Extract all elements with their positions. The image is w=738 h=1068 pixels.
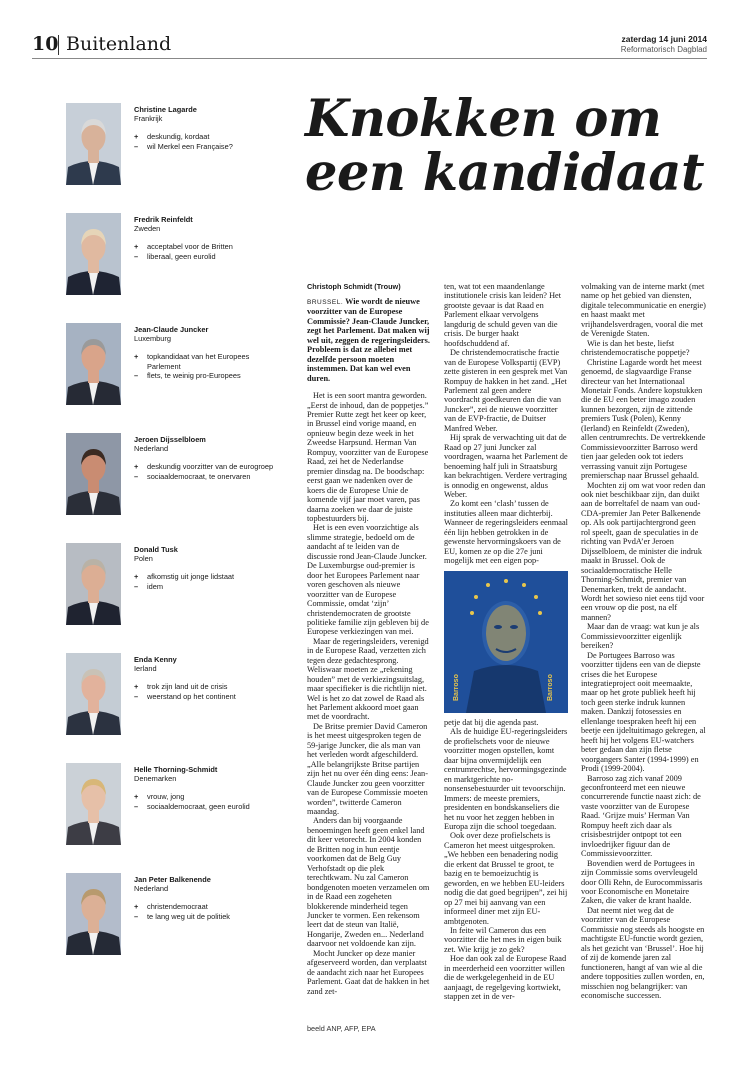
article-column-2-top [444, 282, 568, 567]
section-title: Buitenland [66, 33, 172, 55]
candidate-name: Christine Lagarde [134, 105, 197, 114]
candidate-con [134, 142, 284, 151]
issue-date: zaterdag 14 juni 2014 [621, 34, 707, 44]
candidate-card [66, 543, 266, 627]
candidate-con-text: idem [147, 581, 164, 591]
candidate-pro [134, 242, 284, 251]
candidate-con-text: flets, te weinig pro-Europees [147, 370, 241, 380]
plus-icon: + [134, 352, 139, 362]
candidate-photo [66, 543, 121, 625]
article-column-2-bottom [444, 718, 568, 1036]
article-title [305, 89, 725, 203]
candidate-card [66, 763, 266, 847]
plus-icon: + [134, 572, 139, 582]
candidate-photo [66, 873, 121, 955]
newspaper-name: Reformatorisch Dagblad [620, 45, 707, 54]
candidate-name: Fredrik Reinfeldt [134, 215, 193, 224]
candidate-country: Nederland [134, 444, 169, 454]
article-paragraph: De Britse premier David Cameron is het meest uitgesproken tegen de 59-jarige Juncker, die als man van het verleden wordt afgeschilderd. „Alle belangrijkste Britse partijen zijn het nu over één ding eens: Jean-Claude Juncker zou geen voorzitter van de Europese Commissie moeten worden”, twitterde Cameron maandag. [307, 721, 428, 817]
candidate-name: Jean-Claude Juncker [134, 325, 209, 334]
candidate-info [134, 545, 284, 591]
candidate-con [134, 582, 284, 591]
article-paragraph: Hij sprak de verwachting uit dat de Raad op 27 juni Juncker zal voordragen, waarna het Parlement de benoeming half juli in Straatsburg kan bekrachtigen. Verdere vertraging is onnodig en ongewenst, aldus Weber. [444, 433, 568, 499]
candidate-con [134, 472, 284, 481]
candidate-pro-text: deskundig, kordaat [147, 132, 210, 142]
candidate-photo [66, 213, 121, 295]
article-paragraph: Hoe dan ook zal de Europese Raad in meerderheid een voorzitter willen die de werkgelegenheid in de EU aanjaagt, de regelgeving kortwiekt, stappen zet in de ver- [444, 954, 567, 1002]
candidate-info [134, 215, 284, 261]
plus-icon: + [134, 242, 139, 252]
dateline: BRUSSEL. [307, 299, 344, 306]
candidate-photo [66, 323, 121, 405]
candidate-card [66, 323, 266, 407]
article-paragraph: Mocht Juncker op deze manier afgeserveerd worden, dan verplaatst de aandacht zich naar het Europees Parlement. Gaat dat de hakken in het zand zet- [307, 948, 430, 996]
candidate-card [66, 213, 266, 297]
candidate-country: Luxemburg [134, 334, 171, 344]
candidate-pro-text: christendemocraat [147, 902, 208, 912]
header-rule [32, 58, 707, 59]
candidate-name: Donald Tusk [134, 545, 178, 554]
byline: Christoph Schmidt (Trouw) [307, 282, 401, 291]
article-paragraph: De christendemocratische fractie van de Europese Volkspartij (EVP) zette gisteren in een gesprek met Van Rompuy de hakken in het zand. „Het Parlement zal geen andere voordracht goedkeuren dan die van Juncker”, zei de nieuwe voorzitter van de EVP-fractie, de Duitser Manfred Weber. [444, 348, 568, 433]
article-paragraph: Mochten zij om wat voor reden dan ook niet beschikbaar zijn, dan duikt aan de borreltafel de naam van oud-CDA-premier Jan Peter Balkenende op. Als ook partijachtergrond geen rol speelt, gaan de speculaties in de richting van PvdA’er Jeroen Dijsselbloem, de minister die indruk maakt in Brussel. Ook de sociaaldemocratische Helle Thorning-Schmidt, premier van Denemarken, trekt de aandacht. Wordt het sowieso niet eens tijd voor een vrouw op die post, na elf mannen? [581, 480, 706, 622]
candidate-photo [66, 763, 121, 845]
article-paragraph: ten, wat tot een maandenlange institutionele crisis kan leiden? Het grootste gevaar is dat Raad en Parlement elkaar vervolgens langdurig de schuld geven van die crisis. De burger haakt hoofdschuddend af. [444, 282, 562, 348]
article-paragraph: De Portugees Barroso was voorzitter tijdens een van de diepste crises die het Europese integratieproject ooit meemaakte, maar op het grote publiek heeft hij toch geen sterke indruk kunnen maken. Dankzij fotosessies en ellenlange toespraken heeft hij een beetje een ijdeltuitimago gekregen, al heeft hij het volgens EU-watchers beter gedaan dan zijn fletse voorgangers Santer (1994-1999) en Prodi (1999-2004). [581, 650, 706, 774]
minus-icon: – [134, 141, 139, 151]
candidate-info [134, 325, 284, 380]
candidate-info [134, 655, 284, 701]
candidate-card [66, 653, 266, 737]
article-paragraph: Maar dan de vraag: wat kun je als Commissievoorzitter eigenlijk bereiken? [581, 622, 700, 651]
title-line-2: een kandidaat [305, 143, 705, 203]
poster-text-left: Barroso [453, 674, 460, 701]
article-paragraph: Ook over deze profielschets is Cameron het meest uitgesproken. „We hebben een benadering nodig die erkent dat Brussel te groot, te bazig en te bemoeizuchtig is geworden, en we hebben EU-leiders nodig die dat goed begrijpen”, zei hij op 27 mei bij aanvang van een informeel diner met zijn EU-ambtgenoten. [444, 831, 568, 926]
candidate-card [66, 433, 274, 517]
minus-icon: – [134, 370, 139, 380]
minus-icon: – [134, 801, 139, 811]
candidate-photo [66, 653, 121, 735]
candidate-name: Jan Peter Balkenende [134, 875, 211, 884]
lead-text: Wie wordt de nieuwe voorzitter van de Europese Commissie? Jean-Claude Juncker, zegt het Parlement. Dat maken wij wel uit, zeggen de regeringsleiders. Probleem is dat ze allebei met dezelfde persoon moeten instemmen. Dat kan wel even duren. [307, 297, 430, 383]
minus-icon: – [134, 691, 139, 701]
candidate-con [134, 252, 284, 261]
poster-text-right: Barroso [547, 674, 554, 701]
article-paragraph: Christine Lagarde wordt het meest genoemd, de slagvaardige Franse directeur van het Internationaal Monetair Fonds. Andere kopstukken die de EU een beter imago zouden kunnen bezorgen, zijn de zittende premiers Tusk (Polen), Kenny (Ierland) en Reinfeldt (Zweden), allen centrumrechts. De vertrekkende Commissievoorzitter Barroso werd tien jaar geleden ook tot ieders verrassing vanuit zijn Portugese premierschap naar Brussel gehaald. [581, 357, 706, 481]
candidate-country: Polen [134, 554, 153, 564]
article-paragraph: Anders dan bij voorgaande benoemingen heeft geen enkel land dit keer vetorecht. In 2004 konden de Britten nog in hun eentje voorkomen dat de Belg Guy Verhofstadt op die plek terechtkwam. Nu zal Cameron bondgenoten moeten verzamelen om in de Raad een zogeheten blokkerende minderheid tegen Juncker te vormen. Een rekensom leert dat de steun van Italië, Hongarije, Zweden en... Nederland daarvoor net voldoende kan zijn. [307, 816, 430, 949]
candidate-country: Ierland [134, 664, 157, 674]
candidate-info [134, 435, 284, 481]
title-line-1: Knokken om [305, 89, 662, 149]
juncker-poster-photo [444, 571, 568, 713]
candidate-con-text: wil Merkel een Française? [147, 141, 233, 151]
candidate-con-text: liberaal, geen eurolid [147, 251, 216, 261]
candidate-pro [134, 792, 284, 801]
article-paragraph: Zo komt een ‘clash’ tussen de instituties alleen maar dichterbij. Wanneer de regeringsleiders eenmaal één lijn hebben getrokken in de gewenste hervormingskoers van de EU, komen ze op die 27e juni mogelijk met een eigen pop- [444, 499, 568, 566]
candidate-pro-text: topkandidaat van het Europees Parlement [147, 352, 250, 371]
plus-icon: + [134, 682, 139, 692]
candidate-con [134, 692, 284, 701]
candidate-pro [134, 902, 284, 911]
candidate-pro [134, 682, 284, 691]
candidate-con [134, 371, 284, 380]
article-paragraph: volmaking van de interne markt (met name op het gebied van diensten, digitale telecommunicatie en energie) en haast maakt met vrijhandelsverdragen, vooral die met de Verenigde Staten. [581, 282, 706, 339]
plus-icon: + [134, 462, 139, 472]
candidate-country: Frankrijk [134, 114, 163, 124]
candidate-pro-text: trok zijn land uit de crisis [147, 682, 228, 692]
article-paragraph: Het is een even voorzichtige als slimme strategie, bedoeld om de aandacht af te leiden van de discussie rond Jean-Claude Juncker. De Luxemburgse oud-premier is door het Europees Parlement naar voren geschoven als nieuwe voorzitter van de Europese Commissie, omdat ‘zijn’ christendemocraten de grootste politieke familie zijn gebleven bij de Europese verkiezingen van mei. [307, 523, 429, 637]
article-paragraph: petje dat bij die agenda past. [444, 718, 539, 727]
article-column-3 [581, 282, 707, 1038]
photo-credit: beeld ANP, AFP, EPA [307, 1024, 376, 1033]
candidate-name: Enda Kenny [134, 655, 177, 664]
candidate-con-text: sociaaldemocraat, te onervaren [147, 471, 251, 481]
article-paragraph: Als de huidige EU-regeringsleiders de profielschets voor de nieuwe voorzitter mogen opstellen, komt daar bijna onvermijdelijk een centrumrechtse, hervormingsgezinde en marktgerichte no-nonsensebestuurder uit tevoorschijn. Immers: de meeste premiers, presidenten en bondskanseliers die het nu voor het zeggen hebben in Europa zijn die school toegedaan. [444, 727, 568, 831]
candidate-country: Zweden [134, 224, 161, 234]
article-paragraph: Wie is dan het beste, liefst christendemocratische poppetje? [581, 338, 690, 358]
candidate-pro-text: vrouw, jong [147, 792, 185, 802]
candidate-pro-text: deskundig voorzitter van de eurogroep [147, 462, 274, 472]
article-paragraph: Barroso zag zich vanaf 2009 geconfronteerd met een nieuwe concurrerende functie naast zich: de vaste voorzitter van de Europese Raad. ‘Grijze muis’ Herman Van Rompuy heeft zich daar als crisisbestrijder ontpopt tot een invloedrijker figuur dan de Commissievoorzitter. [581, 773, 701, 859]
article-paragraph: Bovendien werd de Portugees in zijn Commissie soms overvleugeld door Olli Rehn, de Eurocommissaris voor Economische en Monetaire Zaken, die vaker de krant haalde. [581, 858, 703, 906]
candidate-photo [66, 433, 121, 515]
candidate-pro-text: acceptabel voor de Britten [147, 242, 233, 252]
candidate-country: Nederland [134, 884, 169, 894]
plus-icon: + [134, 792, 139, 802]
poster-shoulders [466, 665, 546, 713]
candidate-card [66, 873, 266, 957]
plus-icon: + [134, 902, 139, 912]
candidate-info [134, 875, 284, 921]
candidate-con-text: weerstand op het continent [147, 691, 236, 701]
article-paragraph: Dat neemt niet weg dat de voorzitter van de Europese Commissie nog steeds als hoogste en machtigste EU-functie wordt gezien, als het gezicht van ‘Brussel’. Hoe hij of zij de komende jaren zal functioneren, hangt af van wie al die andere topposities zullen worden, en, misschien nog belangrijker: van economische successen. [581, 905, 705, 1000]
candidate-pro-text: afkomstig uit jonge lidstaat [147, 572, 235, 582]
candidate-pro [134, 462, 284, 471]
article-paragraph: Het is een soort mantra geworden. „Eerst de inhoud, dan de poppetjes.” Premier Rutte zegt het keer op keer, in Brussel eind vorige maand, en opnieuw begin deze week in het Zweedse Harpsund. Herman Van Rompuy, voorzitter van de Europese Raad, zei het de Nederlandse premier dinsdag na. De boodschap: eerst gaan we nadenken over de koers die de Europese Unie de komende vijf jaar moet varen, pas daarna zoeken we daar de juiste topbestuurders bij. [307, 391, 429, 523]
candidate-con-text: te lang weg uit de politiek [147, 911, 230, 921]
article-column-1 [307, 297, 431, 1037]
candidate-con-text: sociaaldemocraat, geen eurolid [147, 801, 250, 811]
minus-icon: – [134, 581, 139, 591]
candidate-con [134, 912, 284, 921]
article-paragraph: Maar de regeringsleiders, verenigd in de Europese Raad, verzetten zich tegen deze gedachtesprong. Weliswaar moeten ze „rekening houden” met de verkiezingsuitslag, maar specifieker is die richtlijn niet. Wel is het zo dat zowel de Raad als het Parlement akkoord moet gaan met de voordracht. [307, 636, 429, 722]
candidate-pro [134, 132, 284, 141]
candidate-info [134, 765, 284, 811]
minus-icon: – [134, 911, 139, 921]
candidate-pro [134, 572, 284, 581]
column-1-body [307, 391, 431, 996]
page-number: 10 [32, 33, 59, 55]
candidate-name: Jeroen Dijsselbloem [134, 435, 206, 444]
minus-icon: – [134, 471, 139, 481]
candidate-con [134, 802, 284, 811]
candidate-card [66, 103, 266, 187]
header-divider [58, 35, 59, 55]
candidate-country: Denemarken [134, 774, 177, 784]
candidate-name: Helle Thorning-Schmidt [134, 765, 218, 774]
poster-eye-left [494, 625, 502, 629]
plus-icon: + [134, 132, 139, 142]
candidate-pro [134, 352, 284, 370]
lead-paragraph [307, 297, 431, 383]
minus-icon: – [134, 251, 139, 261]
article-paragraph: In feite wil Cameron dus een voorzitter die het mes in eigen buik zet. Wie krijg je zo gek? [444, 925, 562, 954]
candidate-info [134, 105, 284, 151]
poster-eye-right [510, 625, 518, 629]
candidate-photo [66, 103, 121, 185]
